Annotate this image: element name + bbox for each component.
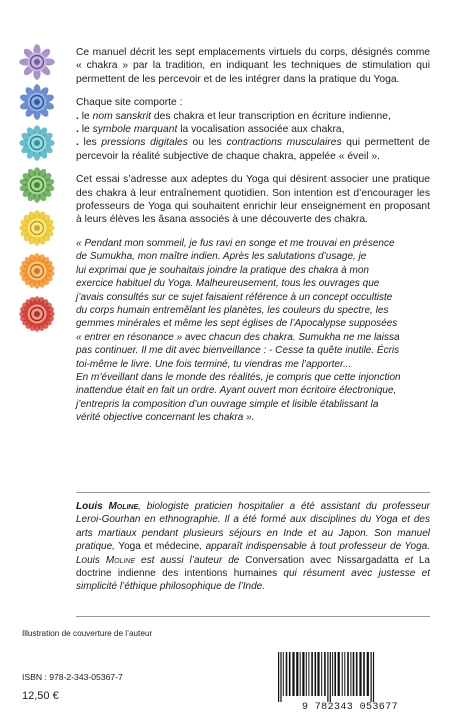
site-list-item: . le symbole marquant la vocalisation associée aux chakra, — [76, 124, 345, 136]
quote-line: En m’éveillant dans le monde des réalités, je compris que cette injonction — [76, 371, 401, 383]
back-cover-text — [76, 46, 430, 435]
cover-credit: Illustration de couverture de l’auteur — [22, 629, 153, 638]
manipura-chakra-icon — [19, 210, 55, 246]
dream-quote — [76, 237, 430, 425]
barcode-digits: 9 782343 053677 — [301, 702, 398, 713]
quote-line: lui exprimai que je souhaitais joindre la pratique des chakra à mon — [76, 264, 369, 276]
author-bio — [76, 500, 430, 594]
bio-segment: , apparaît indispensable à tout professeur de Yoga. Louis — [76, 541, 430, 566]
site-list-item: . le nom sanskrit des chakra et leur transcription en écriture indienne, — [76, 110, 391, 122]
anahata-chakra-icon — [19, 167, 55, 203]
muladhara-chakra-icon — [19, 296, 55, 332]
quote-line: exercice habituel du Yoga. Malheureusement, tous les ouvrages que — [76, 278, 380, 290]
quote-line: j’entrepris la composition d’un ouvrage simple et lisible établissant la — [76, 398, 379, 410]
quote-line: j’avais consultés sur ce sujet faisaient référence à un concept occultiste — [76, 291, 393, 303]
quote-line: de Sumukha, mon maître indien. Après les salutations d’usage, je — [76, 251, 367, 263]
bio-divider — [76, 492, 430, 493]
quote-line: du corps humain entremêlant les planètes, les couleurs du spectre, les — [76, 304, 389, 316]
quote-line: gemmes minérales et même les sept églises de l’Apocalypse supposées — [76, 318, 398, 330]
svadhisthana-chakra-icon — [19, 253, 55, 289]
quote-line: inattendue était en fait un ordre. Ayant ouvert mon écritoire électronique, — [76, 385, 397, 397]
bio-segment: Yoga et médecine — [118, 541, 200, 553]
quote-line: « Pendant mon sommeil, je fus ravi en songe et me trouvai en présence — [76, 237, 395, 249]
bio-segment: La doctrine indienne des intentions humaines — [76, 554, 430, 580]
site-list — [76, 96, 430, 163]
quote-line: pas continuer. Il me dit avec bienveillance : - Cesse ta quête inutile. Écris — [76, 345, 400, 357]
ajna-chakra-icon — [19, 84, 55, 120]
bio-segment: est aussi l’auteur de — [135, 554, 246, 566]
barcode-bars — [270, 652, 430, 702]
bio-segment: et — [398, 554, 419, 566]
sahasrara-chakra-icon — [19, 44, 55, 80]
barcode — [270, 652, 430, 720]
quote-line: vérité objective concernant les chakra ». — [76, 412, 255, 424]
quote-line: « entrer en résonance » avec chacun des chakra. Sumukha ne me laissa — [76, 331, 400, 343]
price: 12,50 € — [22, 690, 59, 702]
site-list-item: . les pressions digitales ou les contractions musculaires qui permettent de percevoir la réalité subjective de chaque chakra, appelée « éveil ». — [76, 137, 431, 162]
essay-paragraph: Cet essai s’adresse aux adeptes du Yoga qui désirent associer une pratique des chakra à leur entraînement quotidien. Son intention est d’encourager les professeurs de Yoga qui souhaitent enrichir leur enseignement en proposant à leurs élèves les âsana associés à une découverte des chakra. — [76, 174, 430, 226]
intro-paragraph: Ce manuel décrit les sept emplacements virtuels du corps, désignés comme « chakra » par la tradition, en indiquant les techniques de stimulation qui permettent de les percevoir et de les intégrer dans la pratique du Yoga. — [76, 47, 430, 85]
vishuddha-chakra-icon — [19, 125, 55, 161]
footer-divider — [76, 616, 430, 617]
author-name: Louis Moline — [76, 501, 139, 512]
bio-segment: Moline — [105, 554, 136, 566]
bio-segment: qui résument avec justesse et simplicité l’éthique philosophique de l’Inde. — [76, 568, 430, 593]
isbn: ISBN : 978-2-343-05367-7 — [22, 672, 123, 682]
site-list-heading: Chaque site comporte : — [76, 97, 183, 109]
bio-segment: , biologiste praticien hospitalier a été assistant du professeur Leroi-Gourhan en ethnographie. Il a été formé aux disciplines du Yoga et des arts martiaux pendant plusieurs séjours en Inde et au Japon. Son manuel pratique, — [76, 501, 430, 553]
quote-line: toi-même le livre. Une fois terminé, tu viendras me l’apporter... — [76, 358, 352, 370]
bio-segment: Conversation avec Nissargadatta — [245, 554, 399, 566]
